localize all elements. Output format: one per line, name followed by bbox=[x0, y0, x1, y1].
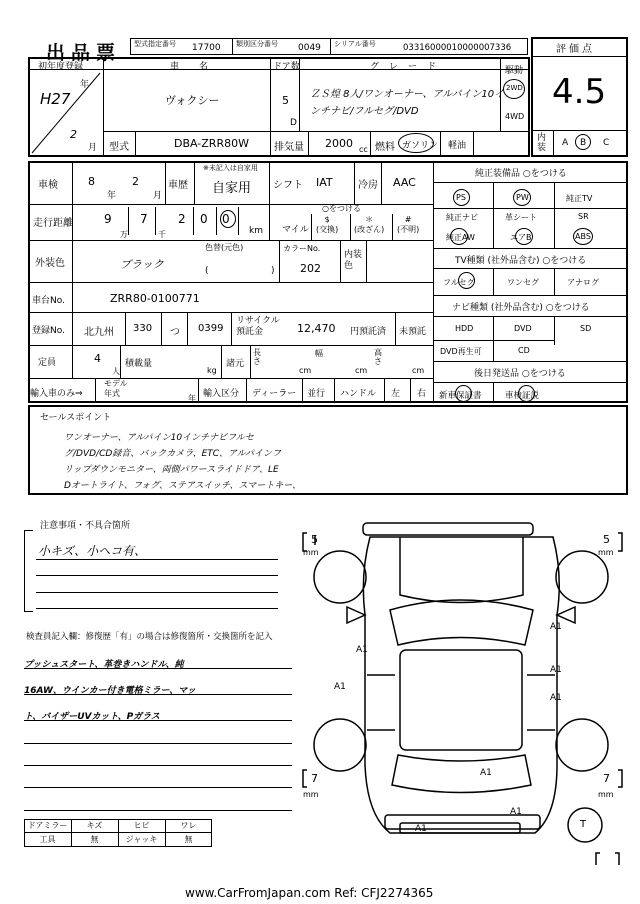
capacity-label: 定員 bbox=[38, 358, 57, 368]
import-class-label: 輸入区分 bbox=[203, 389, 240, 399]
sales-points-title: セールスポイント bbox=[40, 413, 112, 423]
later-warranty: 新車保証書 bbox=[439, 391, 482, 401]
import-label: 輸入車のみ⇒ bbox=[30, 389, 83, 399]
equip-pw: PW bbox=[516, 193, 529, 202]
color-orig-label: 色替(元色) bbox=[205, 243, 244, 252]
tread-front-left: 5 bbox=[311, 533, 318, 546]
mileage-digit-1: 9 bbox=[104, 212, 112, 226]
tread-front-right: 5 bbox=[603, 533, 610, 546]
equip-navi: 純正ナビ bbox=[446, 213, 478, 222]
plate-label: 登録No. bbox=[32, 326, 65, 336]
mileage-circle bbox=[220, 210, 236, 228]
tv-oneseg: ワンセグ bbox=[507, 278, 539, 287]
score-value: 4.5 bbox=[552, 72, 607, 112]
fuel-label: 燃料 bbox=[375, 142, 395, 153]
interior-color-label: 内装 色 bbox=[344, 250, 363, 271]
usage-label: 車歴 bbox=[168, 180, 188, 191]
ac-label: 冷房 bbox=[358, 180, 378, 191]
fuel-diesel: 軽油 bbox=[448, 141, 467, 151]
first-reg-month: 2 bbox=[70, 128, 77, 141]
interior-a: A bbox=[562, 138, 569, 148]
type-no: 17700 bbox=[192, 43, 221, 53]
mileage-label: 走行距離 bbox=[33, 218, 73, 229]
damage-mark-right-rear: A1 bbox=[550, 693, 562, 703]
tools-header-crack: ヒビ bbox=[133, 821, 150, 830]
interior-label: 内装 bbox=[537, 133, 547, 153]
color-no-label: カラーNo. bbox=[283, 244, 321, 253]
notes-title: 注意事項・不具合箇所 bbox=[40, 521, 131, 531]
later-inspection: 車検証説 bbox=[505, 391, 540, 401]
tampered: ＊ (改ざん) bbox=[354, 215, 385, 234]
plate-number: 0399 bbox=[198, 323, 224, 334]
sales-line-1: ワンオーナー、アルパイン10インチナビフルセ bbox=[64, 433, 254, 443]
handle-right: 右 bbox=[417, 389, 427, 399]
equip-sr: SR bbox=[578, 212, 589, 221]
equip-ps: PS bbox=[456, 193, 466, 202]
grade-label: グレード bbox=[370, 62, 447, 72]
doors-label: ドア数 bbox=[273, 62, 300, 72]
tv-analog: アナログ bbox=[567, 278, 599, 287]
plate-class: 330 bbox=[133, 323, 153, 334]
score-label: 評価点 bbox=[556, 44, 595, 55]
drive-2wd: 2WD bbox=[506, 84, 523, 92]
footer-ref: www.CarFromJapan.com Ref: CFJ2274365 bbox=[185, 886, 434, 900]
dealer: ディーラー bbox=[252, 389, 297, 399]
grade-line1: ＺＳ煌 8人/ワンオーナー、アルパイン10イ bbox=[310, 89, 505, 100]
damage-mark-front-left-door: A1 bbox=[356, 645, 368, 655]
tools-jack-value: 無 bbox=[184, 835, 193, 844]
shift-label: シフト bbox=[273, 180, 303, 191]
first-reg-label: 初年度登録 bbox=[38, 62, 84, 72]
inspection-year: 8 bbox=[88, 175, 95, 188]
mileage-digit-3: 2 bbox=[178, 212, 186, 226]
mileage-digit-5: 0 bbox=[222, 212, 230, 226]
exterior-color: ブラック bbox=[120, 258, 164, 271]
tools-tool: 工具 bbox=[39, 835, 56, 844]
serial-no: 03316000010000007336 bbox=[403, 43, 512, 53]
std-equip-title: 純正装備品 ○をつける bbox=[475, 169, 567, 179]
model-label: 型式 bbox=[109, 142, 129, 153]
drive-4wd: 4WD bbox=[505, 112, 525, 121]
exchange: $ (交換) bbox=[316, 215, 339, 234]
class-no: 0049 bbox=[298, 43, 321, 53]
first-reg-year: H27 bbox=[40, 90, 71, 108]
navi-hdd: HDD bbox=[455, 324, 474, 333]
damage-mark-rear-bumper: A1 bbox=[415, 824, 427, 834]
inspection-month: 2 bbox=[132, 175, 139, 188]
displacement: 2000 bbox=[325, 137, 353, 150]
equip-aw: 純正AW bbox=[446, 233, 475, 242]
check-note: ○をつける bbox=[322, 204, 361, 213]
notes-bracket-left bbox=[24, 530, 33, 612]
chassis-no: ZRR80-0100771 bbox=[110, 292, 200, 305]
navi-sd: SD bbox=[580, 324, 592, 333]
parallel: 並行 bbox=[307, 389, 326, 399]
notes-line-1: 小キズ、小ヘコ有、 bbox=[38, 544, 147, 558]
tools-header-scratch: キズ bbox=[86, 821, 103, 830]
usage: 自家用 bbox=[212, 181, 252, 196]
recycle-label: リサイクル 預託金 bbox=[236, 316, 280, 337]
sales-line-4: Dオートライト、フォグ、ステアスイッチ、スマートキー、 bbox=[64, 481, 301, 491]
type-no-label: 型式指定番号 bbox=[134, 40, 176, 48]
damage-mark-rear-quarter: A1 bbox=[480, 768, 492, 778]
class-label: 類別区分番号 bbox=[236, 40, 278, 48]
dvd-playback: DVD再生可 bbox=[440, 347, 482, 356]
recycle-amount: 12,470 bbox=[297, 322, 336, 335]
tools-jack: ジャッキ bbox=[125, 835, 158, 844]
damage-mark-right-front: A1 bbox=[550, 622, 562, 632]
damage-mark-rear-gate: A1 bbox=[510, 807, 522, 817]
tools-header-mirror: ドアミラー bbox=[27, 821, 68, 830]
cd: CD bbox=[518, 346, 530, 355]
form-title: 出品票 bbox=[46, 42, 122, 64]
spare-tire-label: T bbox=[580, 819, 587, 830]
vehicle-name: ヴォクシー bbox=[165, 94, 220, 107]
tools-tool-value: 無 bbox=[90, 835, 99, 844]
insp-line-2: 16AW、ウインカー付き電格ミラー、マッ bbox=[24, 686, 196, 696]
displacement-label: 排気量 bbox=[274, 142, 304, 153]
plate-kana: つ bbox=[170, 327, 180, 338]
sales-line-3: リップダウンモニター、両側パワースライドドア、LE bbox=[64, 465, 279, 475]
mile-label: マイル bbox=[282, 225, 309, 235]
capacity: 4 bbox=[94, 352, 101, 365]
recycle-unpaid: 未預託 bbox=[399, 327, 427, 337]
tools-header-break: ワレ bbox=[180, 821, 197, 830]
dims-label: 諸元 bbox=[226, 359, 245, 369]
inspector-title: 検査員記入欄：修復歴「有」の場合は修復箇所・交換箇所を記入 bbox=[26, 632, 273, 642]
usage-note: ※未記入は自家用 bbox=[203, 164, 258, 172]
serial-label: シリアル番号 bbox=[334, 40, 376, 48]
tread-rear-right: 7 bbox=[603, 772, 610, 785]
model-year-label: モデル 年式 bbox=[104, 379, 128, 398]
doors: 5 bbox=[282, 94, 289, 107]
model-code: DBA-ZRR80W bbox=[174, 137, 249, 150]
fuel-gasoline: ガソリン bbox=[402, 141, 439, 151]
mileage-digit-2: 7 bbox=[140, 212, 148, 226]
inspection-label: 車検 bbox=[38, 180, 58, 191]
tv-fullseg: フルセグ bbox=[443, 278, 475, 287]
load-label: 積載量 bbox=[125, 359, 153, 369]
insp-line-1: プッシュスタート、革巻きハンドル、純 bbox=[24, 660, 184, 670]
later-title: 後日発送品 ○をつける bbox=[474, 369, 566, 379]
shift: IAT bbox=[316, 176, 333, 189]
tv-title: TV種類 (社外品含む) ○をつける bbox=[455, 256, 587, 266]
grade-line2: ンチナビ/フルセグ/DVD bbox=[310, 106, 419, 117]
navi-title: ナビ種類 (社外品含む) ○をつける bbox=[452, 303, 590, 313]
navi-dvd: DVD bbox=[514, 324, 532, 333]
interior-c: C bbox=[603, 138, 610, 148]
color-no: 202 bbox=[300, 262, 321, 275]
interior-b: B bbox=[580, 138, 587, 148]
sales-line-2: グ/DVD/CD録音、バックカメラ、ETC、アルパインフ bbox=[64, 449, 282, 459]
equip-tv: 純正TV bbox=[566, 194, 593, 203]
mileage-digit-4: 0 bbox=[200, 212, 208, 226]
equip-leather: 革シート bbox=[505, 213, 537, 222]
insp-line-3: ト、バイザーUVカット、Pガラス bbox=[24, 712, 160, 722]
damage-mark-right-mid: A1 bbox=[550, 665, 562, 675]
ac: AAC bbox=[393, 176, 416, 189]
equip-abs: ABS bbox=[575, 232, 591, 241]
color-label: 外装色 bbox=[35, 258, 65, 269]
damage-mark-left-side: A1 bbox=[334, 682, 346, 692]
chassis-label: 車台No. bbox=[32, 296, 65, 306]
plate-region: 北九州 bbox=[84, 327, 114, 338]
tread-rear-left: 7 bbox=[311, 772, 318, 785]
handle-label: ハンドル bbox=[340, 389, 377, 399]
unknown: # (不明) bbox=[397, 215, 420, 234]
drive-label: 駆動 bbox=[505, 66, 524, 76]
handle-left: 左 bbox=[391, 389, 401, 399]
name-label: 車名 bbox=[170, 62, 229, 72]
equip-airbag: エアB bbox=[510, 233, 532, 242]
